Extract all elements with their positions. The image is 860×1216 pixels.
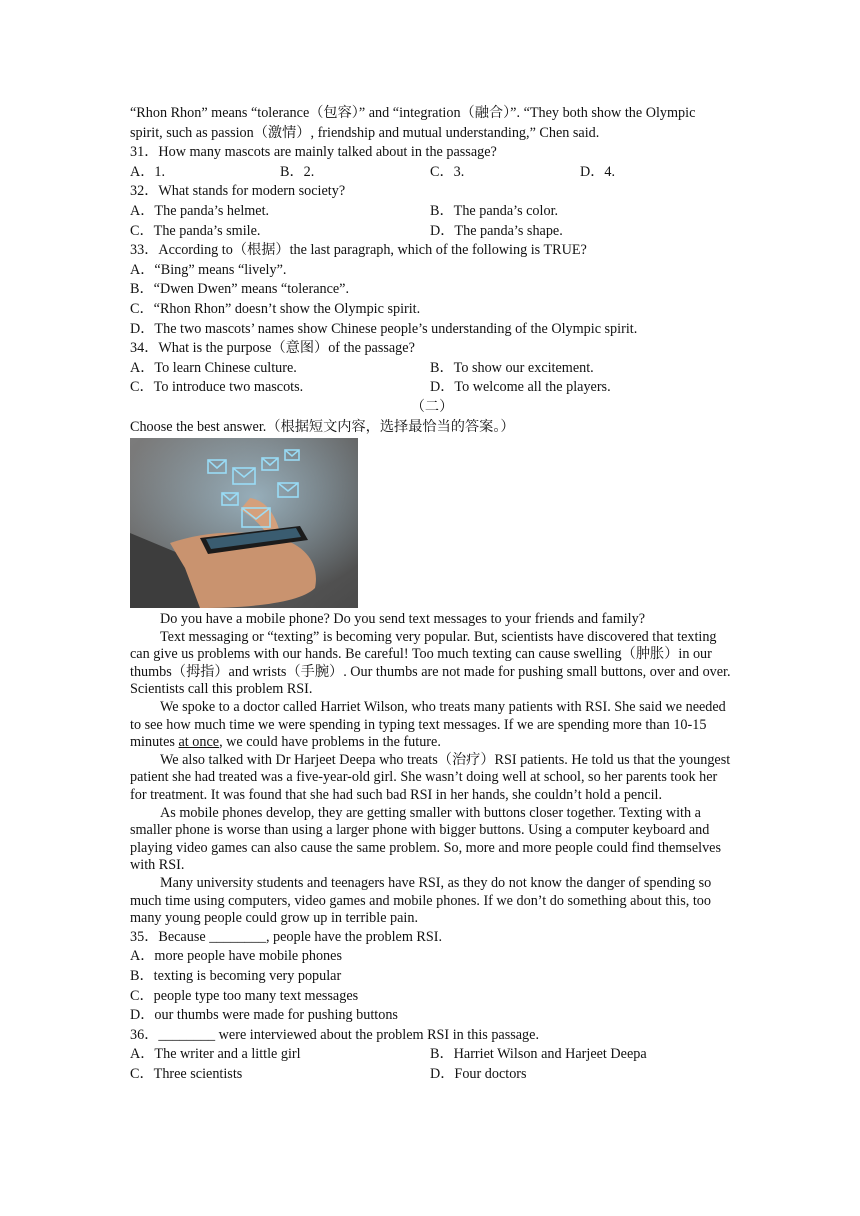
question-35-stem: 35．Because ________, people have the problem RSI. bbox=[130, 928, 443, 945]
q33-option-d: D．The two mascots’ names show Chinese people’s understanding of the Olympic spirit. bbox=[130, 320, 638, 337]
passage2-paragraph-3 bbox=[130, 699, 734, 752]
phone-texting-photo bbox=[130, 438, 358, 608]
passage2-paragraph-4: We also talked with Dr Harjeet Deepa who treats（治疗）RSI patients. He told us that the youngest patient she had treated was a five-year-old girl. She wasn’t doing well at school, so her parents took her for treatment. It was found that she had such bad RSI in her hands, she couldn’t hold a pencil. bbox=[130, 751, 731, 804]
q35-option-d: D．our thumbs were made for pushing buttons bbox=[130, 1007, 398, 1024]
q36-option-d: D．Four doctors bbox=[430, 1065, 527, 1082]
q35-option-c: C．people type too many text messages bbox=[130, 987, 359, 1004]
q36-option-b: B．Harriet Wilson and Harjeet Deepa bbox=[430, 1046, 647, 1063]
question-34-stem: 34．What is the purpose（意图）of the passage? bbox=[130, 340, 415, 357]
question-31-options bbox=[130, 163, 734, 183]
p3-text-before: We spoke to a doctor called Harriet Wilson, who treats many patients with RSI. She said we needed to see how much time we were spending in typing text messages. If we are spending more than 10-15 minutes bbox=[130, 699, 726, 751]
question-31-stem: 31．How many mascots are mainly talked about in the passage? bbox=[130, 144, 497, 161]
p3-text-after: , we could have problems in the future. bbox=[219, 734, 441, 751]
q36-option-c: C．Three scientists bbox=[130, 1065, 243, 1082]
worksheet-page bbox=[130, 104, 734, 1085]
q31-option-d: D．4. bbox=[580, 163, 616, 180]
q35-option-b: B．texting is becoming very popular bbox=[130, 967, 342, 984]
passage2-paragraph-2: Text messaging or “texting” is becoming very popular. But, scientists have discovered that texting can give us problems with our hands. Be careful! Too much texting can cause swelling（肿胀）in our thumbs（拇指）and wrists（手腕）. Our thumbs are not made for pushing small buttons, over and over. Scientists call this problem RSI. bbox=[130, 628, 731, 698]
q31-option-b: B．2. bbox=[280, 163, 315, 180]
passage1-line-1: “Rhon Rhon” means “tolerance（包容）” and “integration（融合）”. “They both show the Olympic bbox=[130, 105, 696, 121]
question-34-options-ab bbox=[130, 359, 734, 379]
question-36-stem: 36．________ were interviewed about the problem RSI in this passage. bbox=[130, 1026, 539, 1043]
p3-underlined-phrase: at once bbox=[178, 734, 220, 751]
q34-option-c: C．To introduce two mascots. bbox=[130, 379, 304, 396]
question-34-options-cd bbox=[130, 378, 734, 398]
question-33-stem: 33．According to（根据）the last paragraph, which of the following is TRUE? bbox=[130, 242, 587, 259]
q31-option-c: C．3. bbox=[430, 163, 465, 180]
q35-option-a: A．more people have mobile phones bbox=[130, 948, 342, 965]
q33-option-c: C．“Rhon Rhon” doesn’t show the Olympic spirit. bbox=[130, 300, 421, 317]
hand-holding-phone-illustration bbox=[130, 438, 358, 608]
q34-option-a: A．To learn Chinese culture. bbox=[130, 359, 297, 376]
question-32-stem: 32．What stands for modern society? bbox=[130, 183, 346, 200]
q31-option-a: A．1. bbox=[130, 163, 166, 180]
question-36-options-cd bbox=[130, 1065, 734, 1085]
question-36-options-ab bbox=[130, 1045, 734, 1065]
q33-option-b: B．“Dwen Dwen” means “tolerance”. bbox=[130, 281, 350, 298]
section-2-number: （二） bbox=[410, 398, 454, 415]
q33-option-a: A．“Bing” means “lively”. bbox=[130, 261, 287, 278]
q34-option-b: B．To show our excitement. bbox=[430, 359, 594, 376]
question-32-options-ab bbox=[130, 202, 734, 222]
q34-option-d: D．To welcome all the players. bbox=[430, 379, 611, 396]
q32-option-b: B．The panda’s color. bbox=[430, 202, 559, 219]
q32-option-a: A．The panda’s helmet. bbox=[130, 202, 270, 219]
passage1-line-2: spirit, such as passion（激情）, friendship and mutual understanding,” Chen said. bbox=[130, 124, 600, 141]
passage2-paragraph-5: As mobile phones develop, they are getting smaller with buttons closer together. Texting with a smaller phone is worse than using a larger phone with bigger buttons. Using a computer keyboard and playing video games can also cause the same problem. So, more and more people could find themselves with RSI. bbox=[130, 804, 721, 874]
passage2-paragraph-1: Do you have a mobile phone? Do you send text messages to your friends and family? bbox=[160, 611, 646, 628]
q32-option-d: D．The panda’s shape. bbox=[430, 222, 563, 239]
section-2-instruction: Choose the best answer.（根据短文内容，选择最恰当的答案。） bbox=[130, 418, 515, 435]
question-32-options-cd bbox=[130, 222, 734, 242]
q36-option-a: A．The writer and a little girl bbox=[130, 1046, 301, 1063]
q32-option-c: C．The panda’s smile. bbox=[130, 222, 261, 239]
passage2-paragraph-6: Many university students and teenagers have RSI, as they do not know the danger of spending so much time using computers, video games and mobile phones. If we don’t do something about this, too many young people could grow up in terrible pain. bbox=[130, 875, 712, 927]
